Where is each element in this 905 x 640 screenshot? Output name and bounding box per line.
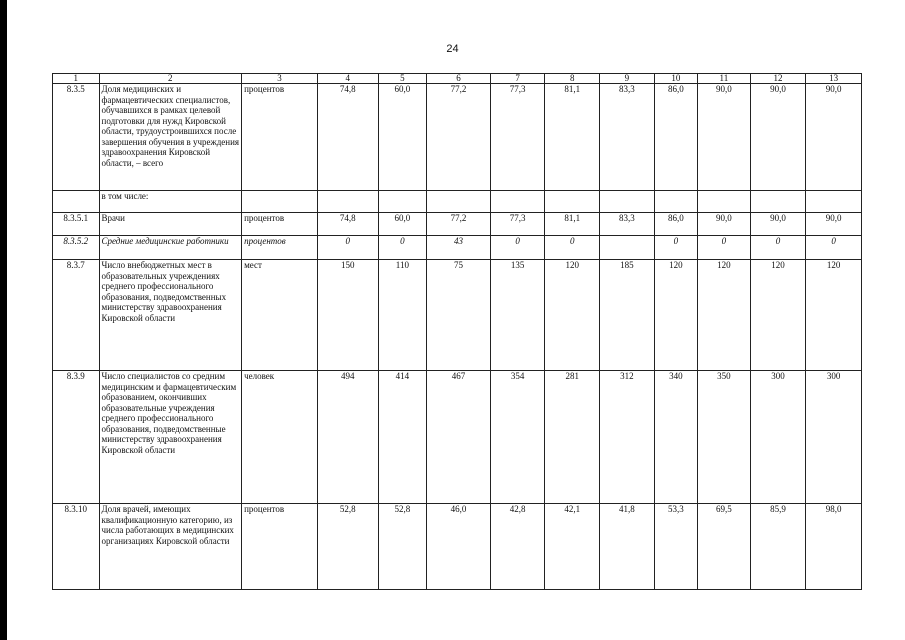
row-value: 77,3 xyxy=(490,84,545,191)
row-value xyxy=(654,191,697,213)
row-value: 43 xyxy=(427,236,491,260)
row-value: 354 xyxy=(490,371,545,504)
row-value: 300 xyxy=(806,371,862,504)
row-value xyxy=(427,191,491,213)
row-value: 120 xyxy=(545,260,600,371)
row-value: 312 xyxy=(600,371,655,504)
row-value: 75 xyxy=(427,260,491,371)
row-value: 81,1 xyxy=(545,84,600,191)
row-unit: процентов xyxy=(242,504,318,590)
row-unit: мест xyxy=(242,260,318,371)
column-header: 10 xyxy=(654,74,697,84)
row-unit xyxy=(242,191,318,213)
column-header: 8 xyxy=(545,74,600,84)
row-code: 8.3.5.1 xyxy=(53,213,100,236)
row-value: 90,0 xyxy=(750,213,806,236)
row-value: 494 xyxy=(317,371,378,504)
table-row xyxy=(53,236,862,260)
column-header: 5 xyxy=(378,74,427,84)
row-code: 8.3.5 xyxy=(53,84,100,191)
row-value: 60,0 xyxy=(378,213,427,236)
row-value xyxy=(378,191,427,213)
indicators-table xyxy=(52,73,862,590)
row-code xyxy=(53,191,100,213)
row-value xyxy=(750,191,806,213)
row-value: 340 xyxy=(654,371,697,504)
row-value: 83,3 xyxy=(600,84,655,191)
row-value: 0 xyxy=(317,236,378,260)
row-value: 90,0 xyxy=(698,84,751,191)
row-value: 120 xyxy=(654,260,697,371)
row-indicator-name: Средние медицинские работники xyxy=(99,236,242,260)
row-value: 74,8 xyxy=(317,213,378,236)
row-value: 81,1 xyxy=(545,213,600,236)
row-value: 52,8 xyxy=(317,504,378,590)
row-value: 53,3 xyxy=(654,504,697,590)
row-value: 467 xyxy=(427,371,491,504)
row-unit: процентов xyxy=(242,236,318,260)
row-value: 77,2 xyxy=(427,213,491,236)
row-indicator-name: Число внебюджетных мест в образовательных учреждениях среднего профессионального образования, подведомственных министерству здравоохранения Кировской области xyxy=(99,260,242,371)
row-value: 300 xyxy=(750,371,806,504)
row-value xyxy=(600,191,655,213)
column-header: 13 xyxy=(806,74,862,84)
row-unit: процентов xyxy=(242,84,318,191)
row-value: 52,8 xyxy=(378,504,427,590)
row-value: 110 xyxy=(378,260,427,371)
row-value: 83,3 xyxy=(600,213,655,236)
row-value: 60,0 xyxy=(378,84,427,191)
table-row xyxy=(53,371,862,504)
column-header: 9 xyxy=(600,74,655,84)
row-value: 135 xyxy=(490,260,545,371)
column-header: 4 xyxy=(317,74,378,84)
row-value: 90,0 xyxy=(698,213,751,236)
column-header: 1 xyxy=(53,74,100,84)
table-row xyxy=(53,504,862,590)
row-value: 414 xyxy=(378,371,427,504)
row-value xyxy=(806,191,862,213)
row-indicator-name: в том числе: xyxy=(99,191,242,213)
row-indicator-name: Доля врачей, имеющих квалификационную категорию, из числа работающих в медицинских организациях Кировской области xyxy=(99,504,242,590)
row-value xyxy=(545,191,600,213)
row-value: 120 xyxy=(806,260,862,371)
row-value: 150 xyxy=(317,260,378,371)
row-value xyxy=(600,236,655,260)
row-value: 86,0 xyxy=(654,84,697,191)
row-value: 350 xyxy=(698,371,751,504)
row-indicator-name: Число специалистов со средним медицинским и фармацевтическим образованием, окончивших образовательные учреждения среднего профессионального образования, подведомственные министерству здравоохранения Кировской области xyxy=(99,371,242,504)
row-code: 8.3.10 xyxy=(53,504,100,590)
row-value: 0 xyxy=(698,236,751,260)
scan-edge-bar xyxy=(0,0,7,640)
row-value: 41,8 xyxy=(600,504,655,590)
table-row xyxy=(53,191,862,213)
table-row xyxy=(53,84,862,191)
row-value: 281 xyxy=(545,371,600,504)
row-value: 0 xyxy=(378,236,427,260)
row-code: 8.3.7 xyxy=(53,260,100,371)
row-value: 185 xyxy=(600,260,655,371)
page-number: 24 xyxy=(446,43,459,55)
row-code: 8.3.5.2 xyxy=(53,236,100,260)
row-value: 74,8 xyxy=(317,84,378,191)
row-value: 86,0 xyxy=(654,213,697,236)
row-value xyxy=(698,191,751,213)
row-value: 0 xyxy=(545,236,600,260)
table-row xyxy=(53,213,862,236)
table-row xyxy=(53,260,862,371)
row-value: 85,9 xyxy=(750,504,806,590)
column-header: 2 xyxy=(99,74,242,84)
column-header: 3 xyxy=(242,74,318,84)
row-value: 98,0 xyxy=(806,504,862,590)
row-value: 77,2 xyxy=(427,84,491,191)
row-value xyxy=(490,191,545,213)
row-indicator-name: Доля медицинских и фармацевтических специалистов, обучавшихся в рамках целевой подготовки для нужд Кировской области, трудоустроившихся после завершения обучения в учреждения здравоохранения Кировской области, – всего xyxy=(99,84,242,191)
row-value: 46,0 xyxy=(427,504,491,590)
row-value: 0 xyxy=(750,236,806,260)
row-value: 69,5 xyxy=(698,504,751,590)
column-header: 7 xyxy=(490,74,545,84)
column-number-row xyxy=(53,74,862,84)
row-value: 42,1 xyxy=(545,504,600,590)
row-value: 0 xyxy=(806,236,862,260)
row-value: 42,8 xyxy=(490,504,545,590)
column-header: 12 xyxy=(750,74,806,84)
column-header: 6 xyxy=(427,74,491,84)
row-unit: человек xyxy=(242,371,318,504)
row-value: 77,3 xyxy=(490,213,545,236)
row-value: 90,0 xyxy=(806,84,862,191)
row-value: 90,0 xyxy=(806,213,862,236)
row-value: 120 xyxy=(750,260,806,371)
row-code: 8.3.9 xyxy=(53,371,100,504)
row-value: 0 xyxy=(654,236,697,260)
row-unit: процентов xyxy=(242,213,318,236)
column-header: 11 xyxy=(698,74,751,84)
row-value xyxy=(317,191,378,213)
row-value: 0 xyxy=(490,236,545,260)
row-value: 90,0 xyxy=(750,84,806,191)
row-indicator-name: Врачи xyxy=(99,213,242,236)
row-value: 120 xyxy=(698,260,751,371)
